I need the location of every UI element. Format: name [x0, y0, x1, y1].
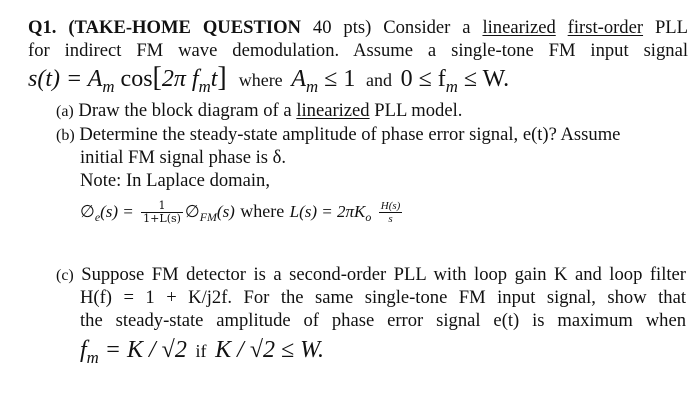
and-word: and [365, 70, 392, 90]
question-heading-line [28, 17, 688, 39]
term-pll: PLL [654, 17, 689, 38]
part-a: (a) Draw the block diagram of a linearized PLL model. [56, 100, 463, 121]
part-b-label: (b) [56, 127, 75, 144]
fraction-1: $\frac{1}{1+L(s)}$ [143, 199, 181, 225]
part-b-line-2: initial FM signal phase is δ. [80, 147, 287, 168]
part-b-note: Note: In Laplace domain, [80, 170, 270, 191]
question-line-2: for indirect FM wave demodulation. Assume a single-tone FM input signal [28, 40, 688, 61]
signal-lhs: s(t) = A [28, 66, 103, 92]
part-c-line-3: the steady-state amplitude of phase error signal e(t) is maximum when [80, 310, 686, 331]
part-a-label: (a) [56, 103, 74, 120]
part-c-line-2: H(f) = 1 + K/j2f. For the same single-tone FM input signal, show that [80, 287, 686, 308]
fraction-2: $\frac{H(s)}{s}$ [380, 200, 401, 225]
term-first-order: first-order [567, 17, 644, 38]
question-number: Q1. [28, 17, 57, 38]
term-linearized: linearized [482, 17, 556, 38]
max-condition: $f_m = K / √2$ if K / √2 ≤ W. [80, 337, 324, 367]
part-b-line-1: (b) Determine the steady-state amplitude of phase error signal, e(t)? Assume [56, 124, 621, 145]
signal-equation: $s(t) = A_m$ cos[2π $f_mt$] where $A_m \le 1$ and $0 \le f_m \le W$. [28, 62, 510, 96]
question-title: (TAKE-HOME QUESTION [68, 17, 301, 38]
laplace-equation: $\emptyset_e(s)$ = $\frac{1}{1+L(s)}$ $\emptyset_{FM}(s)$ where $L(s) = 2\pi K_o$ $\frac{H(s)}{s}$ [80, 199, 401, 225]
part-c-label: (c) [56, 267, 74, 284]
question-points: 40 pts) Consider a [312, 17, 471, 38]
where-word: where [238, 70, 283, 90]
part-c-line-1: (c) Suppose FM detector is a second-order PLL with loop gain K and loop filter [56, 264, 686, 285]
